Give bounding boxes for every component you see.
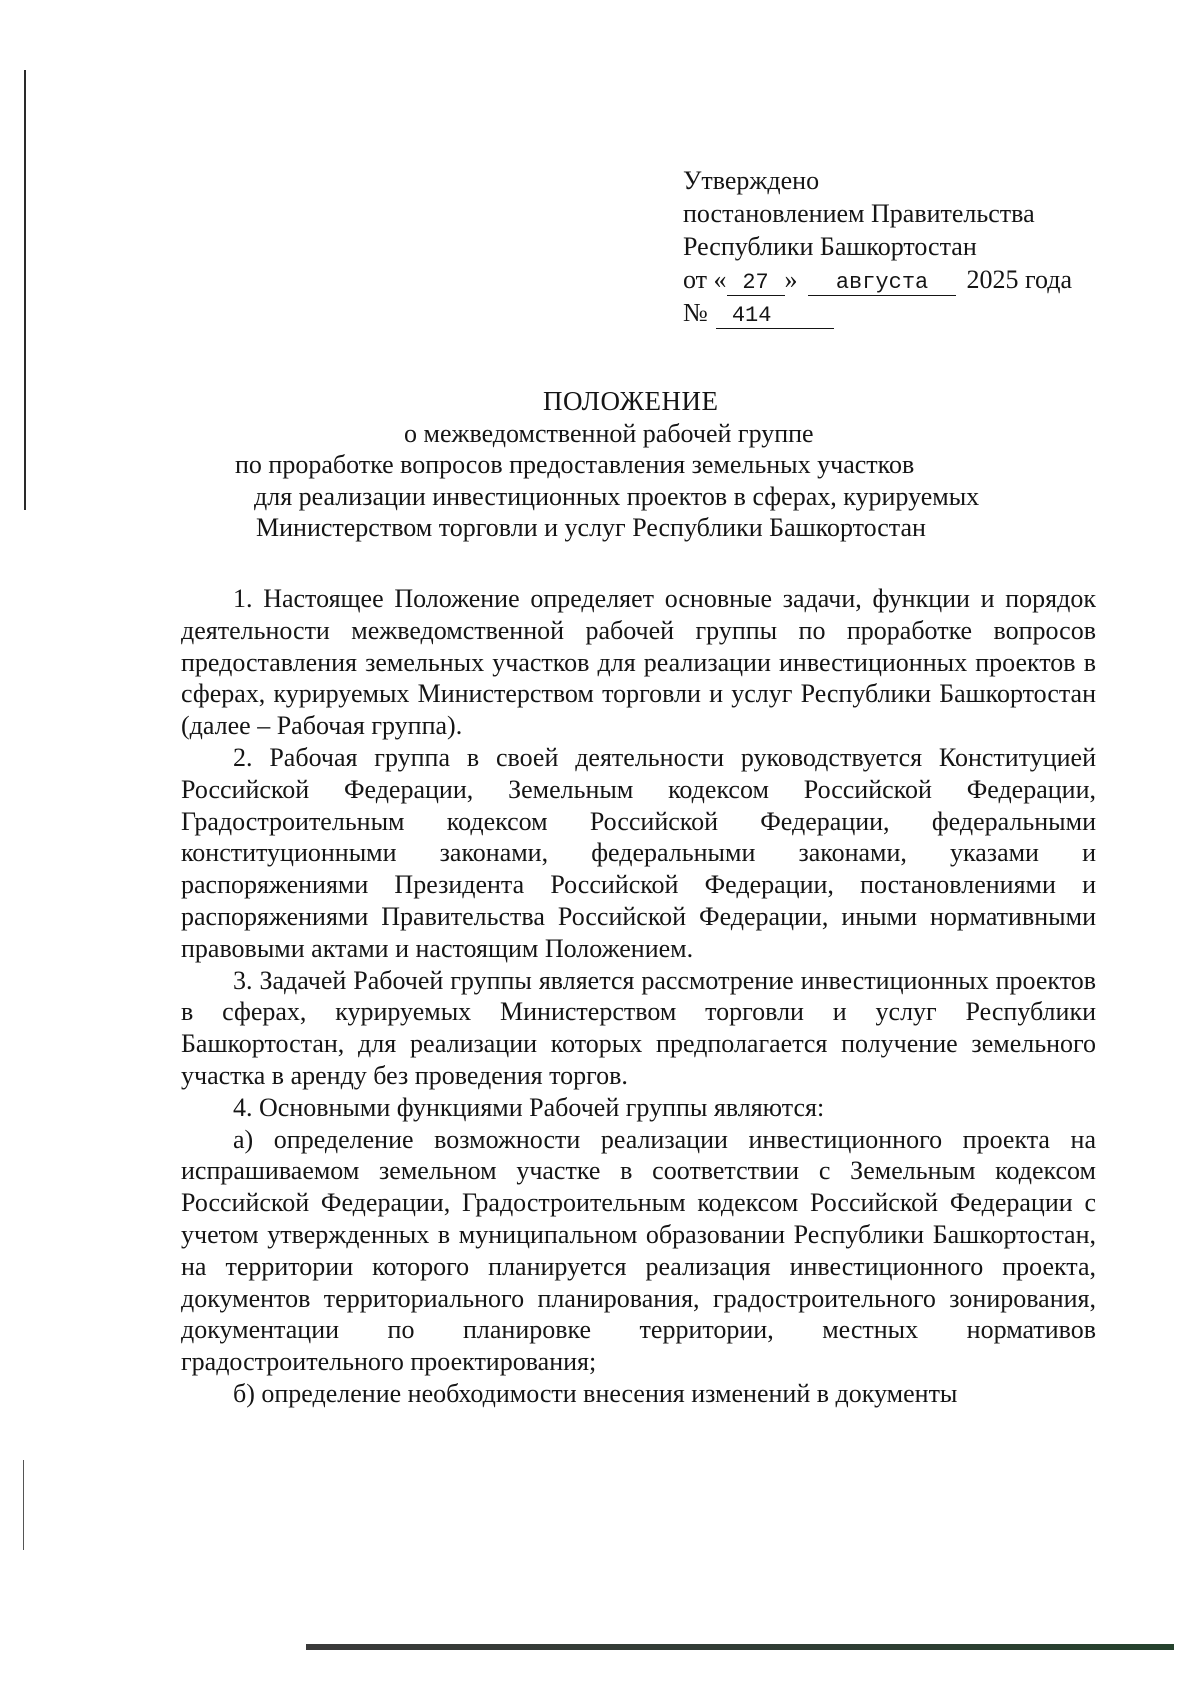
document-title	[160, 386, 1120, 544]
title-line-4: для реализации инвестиционных проектов в сферах, курируемых	[254, 481, 980, 511]
scan-edge-left	[24, 70, 26, 510]
approval-line-resolution: постановлением Правительства	[683, 199, 1035, 228]
number-prefix: №	[683, 298, 708, 327]
approval-day: 27	[727, 271, 785, 296]
title-line-2: о межведомственной рабочей группе	[404, 418, 814, 448]
approval-year: 2025 года	[966, 265, 1073, 294]
scan-edge-left-lower	[23, 1460, 24, 1550]
date-mid: »	[784, 265, 798, 294]
approval-number: 414	[716, 304, 834, 329]
approval-block	[683, 164, 1103, 329]
paragraph-4a: а) определение возможности реализации инвестиционного проекта на испрашиваемом земельном участке в соответствии с Земельным кодексом Российской Федерации, Градостроительным кодексом Российской Федерации с учетом утвержденных в муниципальном образовании Республики Башкортостан, на территории которого планируется реализация инвестиционного проекта, документов территориального планирования, градостроительного зонирования, документации по планировке территории, местных нормативов градостроительного проектирования;	[181, 1124, 1096, 1377]
paragraph-4: 4. Основными функциями Рабочей группы являются:	[233, 1092, 825, 1122]
approval-date-line	[683, 263, 1103, 296]
approval-month: августа	[808, 271, 956, 296]
paragraph-2: 2. Рабочая группа в своей деятельности руководствуется Конституцией Российской Федерации, Земельным кодексом Российской Федерации, Градостроительным кодексом Российской Федерации, федеральными конституционными законами, федеральными законами, указами и распоряжениями Президента Российской Федерации, постановлениями и распоряжениями Правительства Российской Федерации, иными нормативными правовыми актами и настоящим Положением.	[181, 742, 1096, 963]
title-heading: ПОЛОЖЕНИЕ	[543, 386, 719, 416]
approval-number-line	[683, 296, 1103, 329]
paragraph-3: 3. Задачей Рабочей группы является рассмотрение инвестиционных проектов в сферах, курируемых Министерством торговли и услуг Республики Башкортостан, для реализации которых предполагается получение земельного участка в аренду без проведения торгов.	[181, 965, 1096, 1090]
approval-line-approved: Утверждено	[683, 166, 820, 195]
paragraph-1: 1. Настоящее Положение определяет основные задачи, функции и порядок деятельности межведомственной рабочей группы по проработке вопросов предоставления земельных участков для реализации инвестиционных проектов в сферах, курируемых Министерством торговли и услуг Республики Башкортостан (далее – Рабочая группа).	[181, 584, 1096, 741]
title-line-5: Министерством торговли и услуг Республики Башкортостан	[256, 513, 926, 542]
approval-line-republic: Республики Башкортостан	[683, 232, 977, 261]
date-prefix: от «	[683, 265, 727, 294]
paragraph-4b: б) определение необходимости внесения изменений в документы	[233, 1378, 958, 1408]
document-body	[181, 583, 1096, 1410]
scan-edge-bottom	[306, 1644, 1174, 1650]
title-line-3: по проработке вопросов предоставления земельных участков	[235, 450, 915, 479]
